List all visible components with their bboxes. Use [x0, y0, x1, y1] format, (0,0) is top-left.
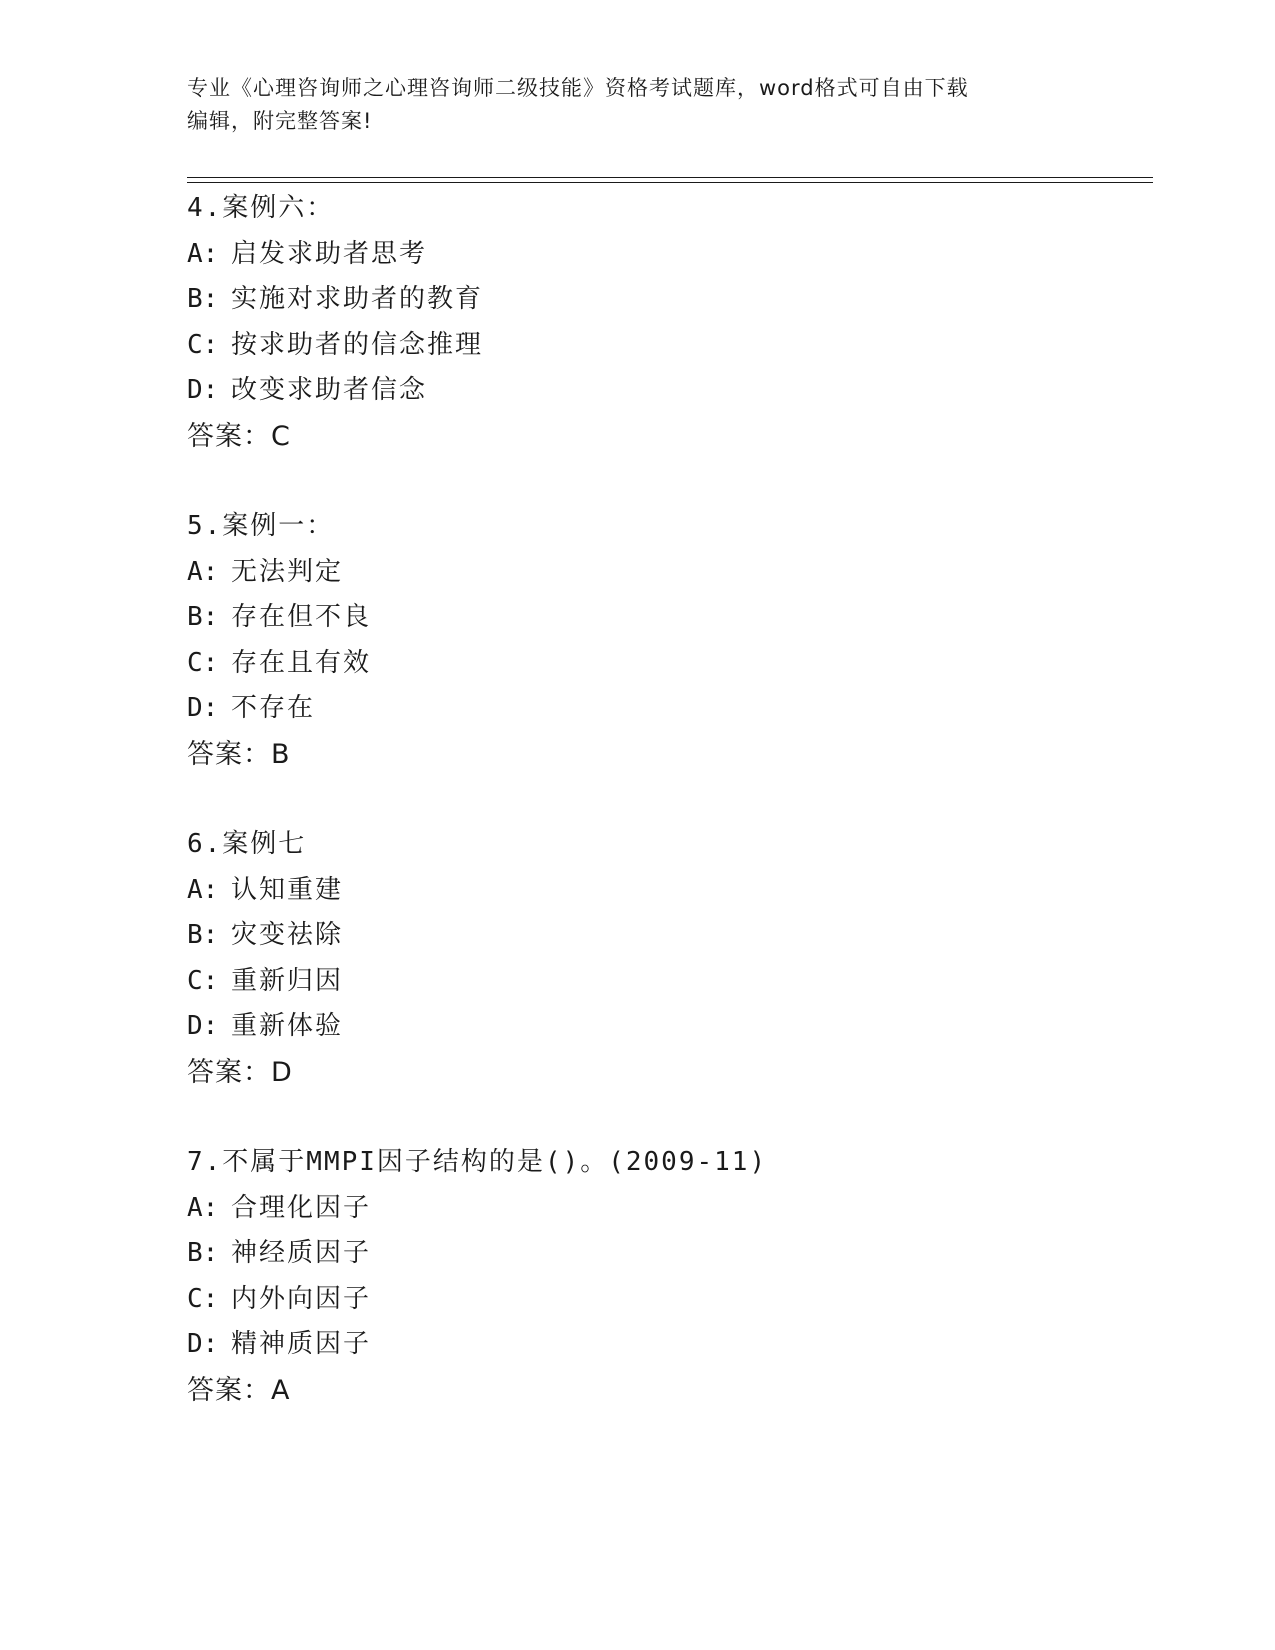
answer-line — [187, 1368, 1187, 1414]
answer-label: 答案： — [187, 738, 271, 770]
option-text: 灾变祛除 — [231, 920, 344, 950]
option-letter: D: — [187, 693, 219, 723]
option-letter: D: — [187, 375, 219, 405]
option-text: 启发求助者思考 — [231, 238, 428, 269]
option-text: 合理化因子 — [231, 1192, 372, 1223]
answer-value: D — [271, 1056, 293, 1088]
option-c — [187, 1277, 1187, 1323]
option-text: 无法判定 — [231, 556, 344, 587]
option-letter: A: — [187, 238, 219, 269]
answer-line — [187, 1050, 1187, 1096]
header-line-1: 专业《心理咨询师之心理咨询师二级技能》资格考试题库，word格式可自由下载 — [187, 76, 969, 100]
option-letter: D: — [187, 1011, 219, 1041]
option-a — [187, 868, 1187, 914]
option-letter: A: — [187, 556, 219, 587]
option-text: 重新归因 — [231, 965, 344, 996]
option-letter: B: — [187, 920, 219, 950]
option-a — [187, 232, 1187, 278]
option-letter: C: — [187, 329, 219, 360]
option-c — [187, 959, 1187, 1005]
document-header — [187, 72, 1087, 138]
answer-label: 答案： — [187, 420, 271, 452]
answer-label: 答案： — [187, 1056, 271, 1088]
option-letter: B: — [187, 284, 219, 314]
option-letter: C: — [187, 1283, 219, 1314]
option-letter: D: — [187, 1329, 219, 1359]
option-text: 不存在 — [231, 693, 316, 723]
question-block — [187, 822, 1187, 1095]
option-d — [187, 1322, 1187, 1368]
option-text: 认知重建 — [231, 874, 344, 905]
answer-label: 答案： — [187, 1374, 271, 1406]
answer-value: A — [271, 1374, 291, 1406]
option-text: 存在但不良 — [231, 602, 372, 632]
option-d — [187, 368, 1187, 414]
option-d — [187, 686, 1187, 732]
question-stem: 6.案例七 — [187, 829, 307, 859]
option-letter: B: — [187, 1238, 219, 1268]
option-a — [187, 550, 1187, 596]
option-letter: B: — [187, 602, 219, 632]
option-text: 存在且有效 — [231, 647, 372, 678]
option-text: 神经质因子 — [231, 1238, 372, 1268]
question-block — [187, 1140, 1187, 1413]
option-letter: A: — [187, 1192, 219, 1223]
option-text: 重新体验 — [231, 1011, 344, 1041]
option-b — [187, 1231, 1187, 1277]
question-stem: 7.不属于MMPI因子结构的是()。(2009-11) — [187, 1147, 768, 1177]
header-line-2: 编辑，附完整答案! — [187, 109, 373, 133]
option-letter: C: — [187, 647, 219, 678]
answer-value: B — [271, 738, 291, 770]
option-d — [187, 1004, 1187, 1050]
option-text: 改变求助者信念 — [231, 375, 428, 405]
question-stem: 4.案例六： — [187, 193, 335, 223]
option-a — [187, 1186, 1187, 1232]
option-b — [187, 277, 1187, 323]
answer-value: C — [271, 420, 291, 452]
question-stem: 5.案例一： — [187, 511, 335, 541]
option-letter: A: — [187, 874, 219, 905]
option-text: 内外向因子 — [231, 1283, 372, 1314]
option-b — [187, 913, 1187, 959]
question-block — [187, 186, 1187, 459]
header-divider-top — [187, 177, 1153, 178]
option-text: 实施对求助者的教育 — [231, 284, 484, 314]
header-divider-bottom — [187, 182, 1153, 183]
option-c — [187, 323, 1187, 369]
answer-line — [187, 732, 1187, 778]
option-b — [187, 595, 1187, 641]
option-text: 按求助者的信念推理 — [231, 329, 484, 360]
answer-line — [187, 414, 1187, 460]
option-letter: C: — [187, 965, 219, 996]
option-c — [187, 641, 1187, 687]
option-text: 精神质因子 — [231, 1329, 372, 1359]
question-block — [187, 504, 1187, 777]
